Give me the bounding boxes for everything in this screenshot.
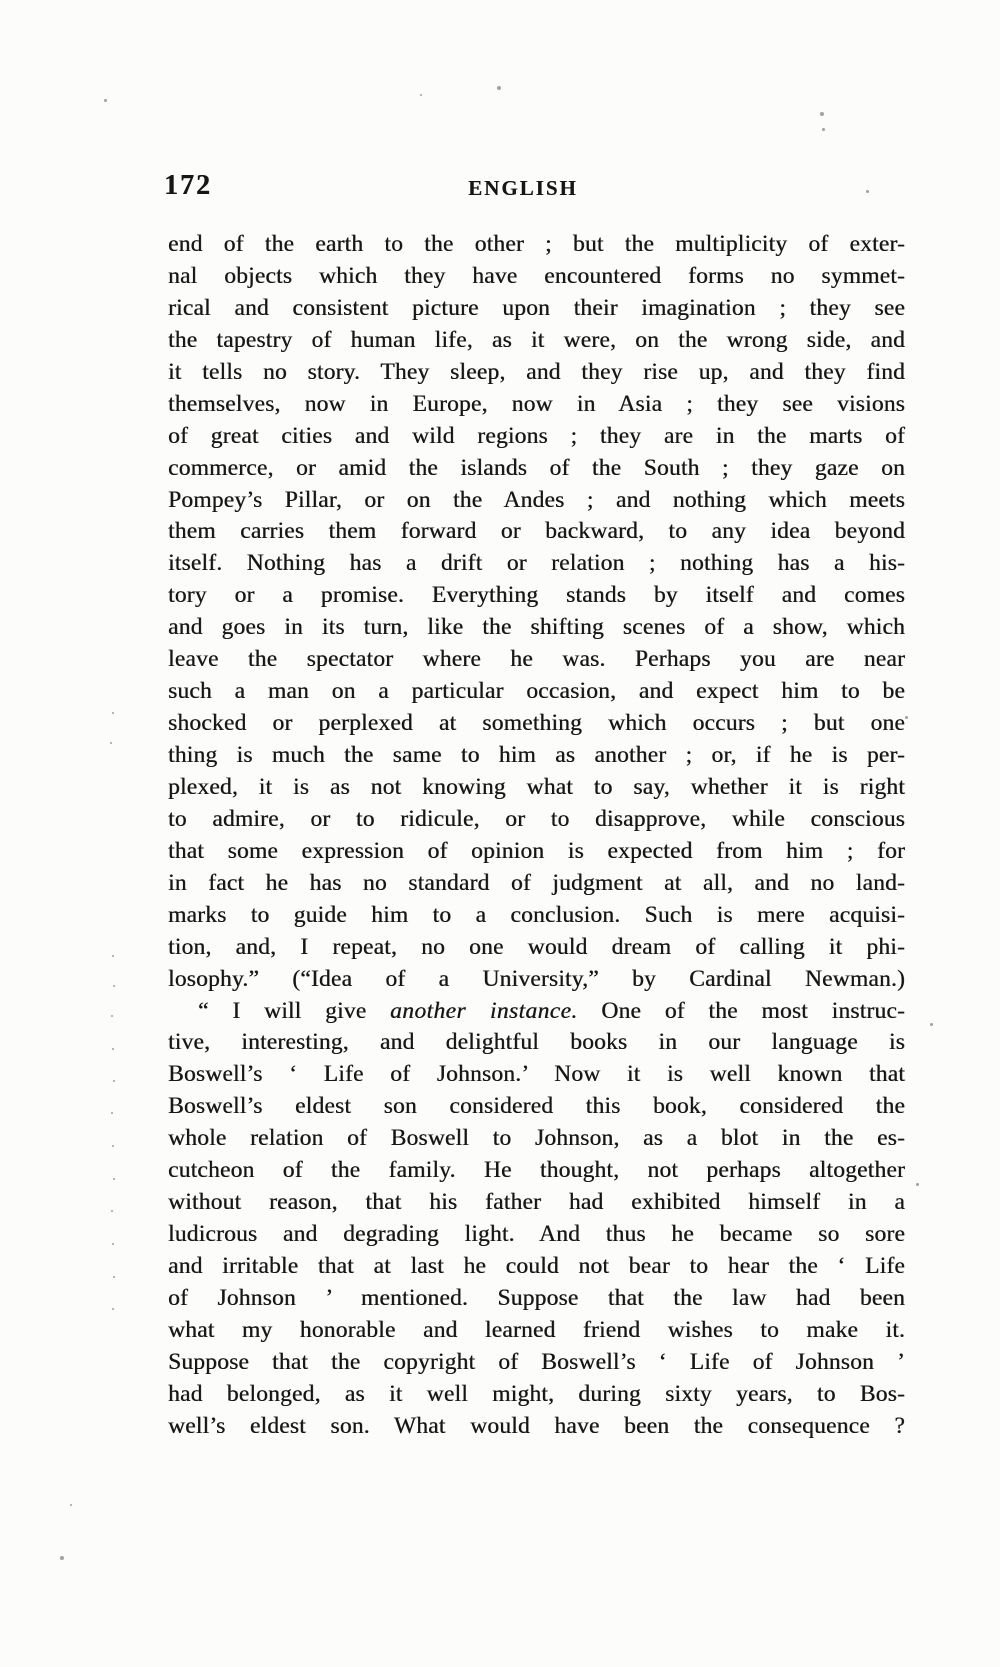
scan-speck [820,112,824,116]
scan-speck [822,128,825,131]
text-line [168,325,905,357]
text-segment: to admire, or to ridicule, or to disapprove, while conscious [168,805,905,832]
text-line [168,1347,905,1379]
running-head: ENGLISH [468,176,578,200]
text-segment: end of the earth to the other ; but the multiplicity of exter- [168,231,905,257]
text-line [168,229,905,261]
text-segment: whole relation of Boswell to Johnson, as a blot in the es- [168,1125,905,1152]
scan-speck [113,1080,115,1082]
text-line [168,389,905,421]
text-segment: tory or a promise. Everything stands by itself and comes [168,582,905,609]
text-segment: Suppose that the copyright of Boswell’s ‘ Life of Johnson ’ [168,1348,905,1375]
text-segment: them carries them forward or backward, to any idea beyond [168,518,905,545]
text-line [168,612,905,644]
scan-speck [70,1504,72,1506]
text-segment: leave the spectator where he was. Perhaps you are near [168,646,905,673]
text-segment: what my honorable and learned friend wishes to make it. [168,1316,905,1343]
scan-speck [113,985,115,987]
text-line [168,900,905,932]
scan-speck [104,99,107,102]
text-segment: rical and consistent picture upon their imagination ; they see [168,294,905,321]
text-segment: in fact he has no standard of judgment at all, and no land- [168,869,905,896]
text-line [168,1091,905,1123]
scan-speck [112,712,114,714]
text-line [168,932,905,964]
italic-text: another instance. [390,997,578,1024]
text-line [168,485,905,517]
text-segment: and goes in its turn, like the shifting scenes of a show, which [168,614,905,641]
text-segment: of great cities and wild regions ; they are in the marts of [168,422,905,449]
text-segment: nal objects which they have encountered forms no symmet- [168,262,905,289]
text-segment: tion, and, I repeat, no one would dream of calling it phi- [168,933,905,960]
text-line [168,1315,905,1347]
page-number: 172 [164,170,212,201]
text-segment: itself. Nothing has a drift or relation ; nothing has a his- [168,550,905,577]
text-line [168,740,905,772]
text-line [168,868,905,900]
text-segment: it tells no story. They sleep, and they rise up, and they find [168,358,905,385]
text-line [168,548,905,580]
text-segment: losophy.” (“Idea of a University,” by Cardinal Newman.) [168,965,905,992]
text-segment: of Johnson ’ mentioned. Suppose that the law had been [168,1284,905,1311]
text-segment: shocked or perplexed at something which occurs ; but one [168,710,905,737]
text-line [168,772,905,804]
text-segment: “ I will give [198,997,391,1024]
text-line [168,1283,905,1315]
text-segment: and irritable that at last he could not bear to hear the ‘ Life [168,1253,905,1279]
body-text [168,229,905,1443]
scan-speck [111,1210,113,1212]
scan-speck [112,1048,114,1050]
text-segment: thing is much the same to him as another ; or, if he is per- [168,742,905,768]
scan-speck [112,1243,114,1245]
text-line [168,1411,905,1443]
text-line [168,1379,905,1411]
text-segment: that some expression of opinion is expected from him ; for [168,837,905,864]
text-segment: Pompey’s Pillar, or on the Andes ; and nothing which meets [168,486,905,513]
text-line [168,1027,905,1059]
text-line [168,357,905,389]
text-segment: well’s eldest son. What would have been the consequence ? [168,1412,905,1439]
text-line [168,1059,905,1091]
text-line [168,293,905,325]
text-segment: plexed, it is as not knowing what to say, whether it is right [168,773,905,800]
scan-speck [497,86,501,90]
text-line [168,421,905,453]
text-line [168,1155,905,1187]
scan-speck [112,1145,114,1147]
scan-speck [111,1112,113,1114]
text-segment: cutcheon of the family. He thought, not perhaps altogether [168,1157,905,1184]
text-line [168,1219,905,1251]
text-line [168,1123,905,1155]
text-segment: commerce, or amid the islands of the South ; they gaze on [168,454,905,481]
text-line [168,644,905,676]
text-line [168,1187,905,1219]
text-segment: had belonged, as it well might, during sixty years, to Bos- [168,1380,905,1407]
text-line [168,261,905,293]
scan-speck [110,742,112,744]
scan-speck [113,1178,115,1180]
text-segment: tive, interesting, and delightful books in our language is [168,1029,905,1056]
scan-speck [916,1183,919,1186]
text-segment: Boswell’s ‘ Life of Johnson.’ Now it is well known that [168,1061,905,1088]
scan-speck [113,1276,115,1278]
scan-speck [930,1023,933,1026]
text-segment: themselves, now in Europe, now in Asia ; they see visions [168,390,905,417]
text-line [168,996,905,1028]
text-line [168,580,905,612]
text-segment: without reason, that his father had exhibited himself in a [168,1189,905,1216]
text-segment: such a man on a particular occasion, and expect him to be [168,678,905,705]
scan-speck [60,1556,64,1560]
text-line [168,453,905,485]
scan-speck [112,955,114,957]
text-line [168,708,905,740]
scan-speck [112,1308,114,1310]
text-segment: ludicrous and degrading light. And thus he became so sore [168,1221,905,1248]
scan-speck [905,716,908,719]
scan-speck [111,1015,113,1017]
text-line [168,836,905,868]
text-line [168,1251,905,1283]
text-segment: marks to guide him to a conclusion. Such is mere acquisi- [168,901,905,928]
text-segment: Boswell’s eldest son considered this book, considered the [168,1093,905,1120]
text-segment: One of the most instruc- [577,997,905,1024]
text-line [168,676,905,708]
text-segment: the tapestry of human life, as it were, on the wrong side, and [168,326,905,353]
scan-speck [866,190,869,193]
text-line [168,804,905,836]
text-line [168,964,905,996]
scan-speck [420,94,422,96]
text-line [168,516,905,548]
